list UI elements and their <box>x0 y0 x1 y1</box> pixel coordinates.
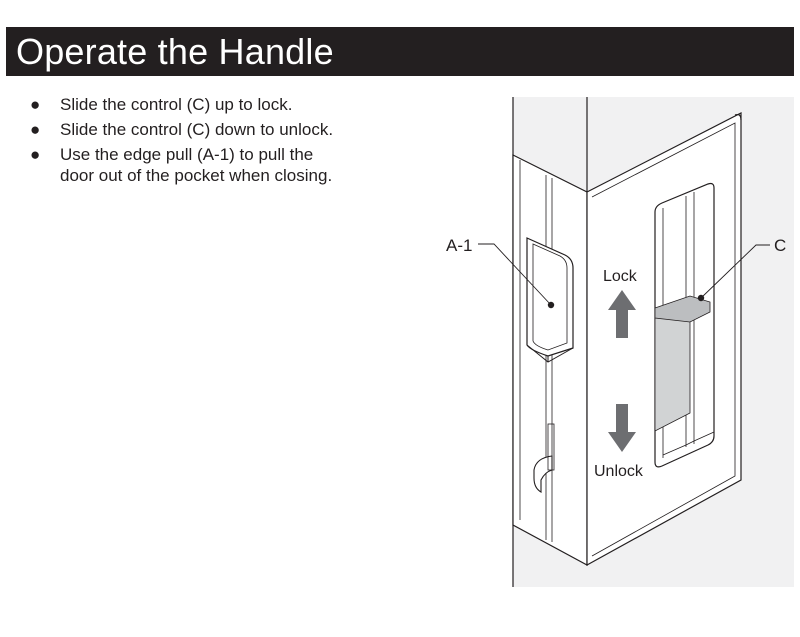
label-c: C <box>774 236 787 255</box>
instruction-text-line2: door out of the pocket when closing. <box>60 166 333 185</box>
c-leader-dot <box>698 295 704 301</box>
door-edge-face <box>513 155 587 565</box>
edge-pull-recess <box>527 238 573 356</box>
label-a1: A-1 <box>446 236 473 255</box>
instruction-text: Slide the control (C) up to lock. <box>60 95 293 114</box>
page-title: Operate the Handle <box>16 31 334 72</box>
bullet-icon: ● <box>30 120 41 139</box>
label-lock: Lock <box>603 268 637 285</box>
a1-leader-dot <box>548 302 554 308</box>
instruction-text: Slide the control (C) down to unlock. <box>60 120 334 139</box>
label-unlock: Unlock <box>594 463 643 480</box>
bullet-icon: ● <box>30 95 41 114</box>
bullet-icon: ● <box>30 145 41 164</box>
instruction-text-line1: Use the edge pull (A-1) to pull the <box>60 145 314 164</box>
